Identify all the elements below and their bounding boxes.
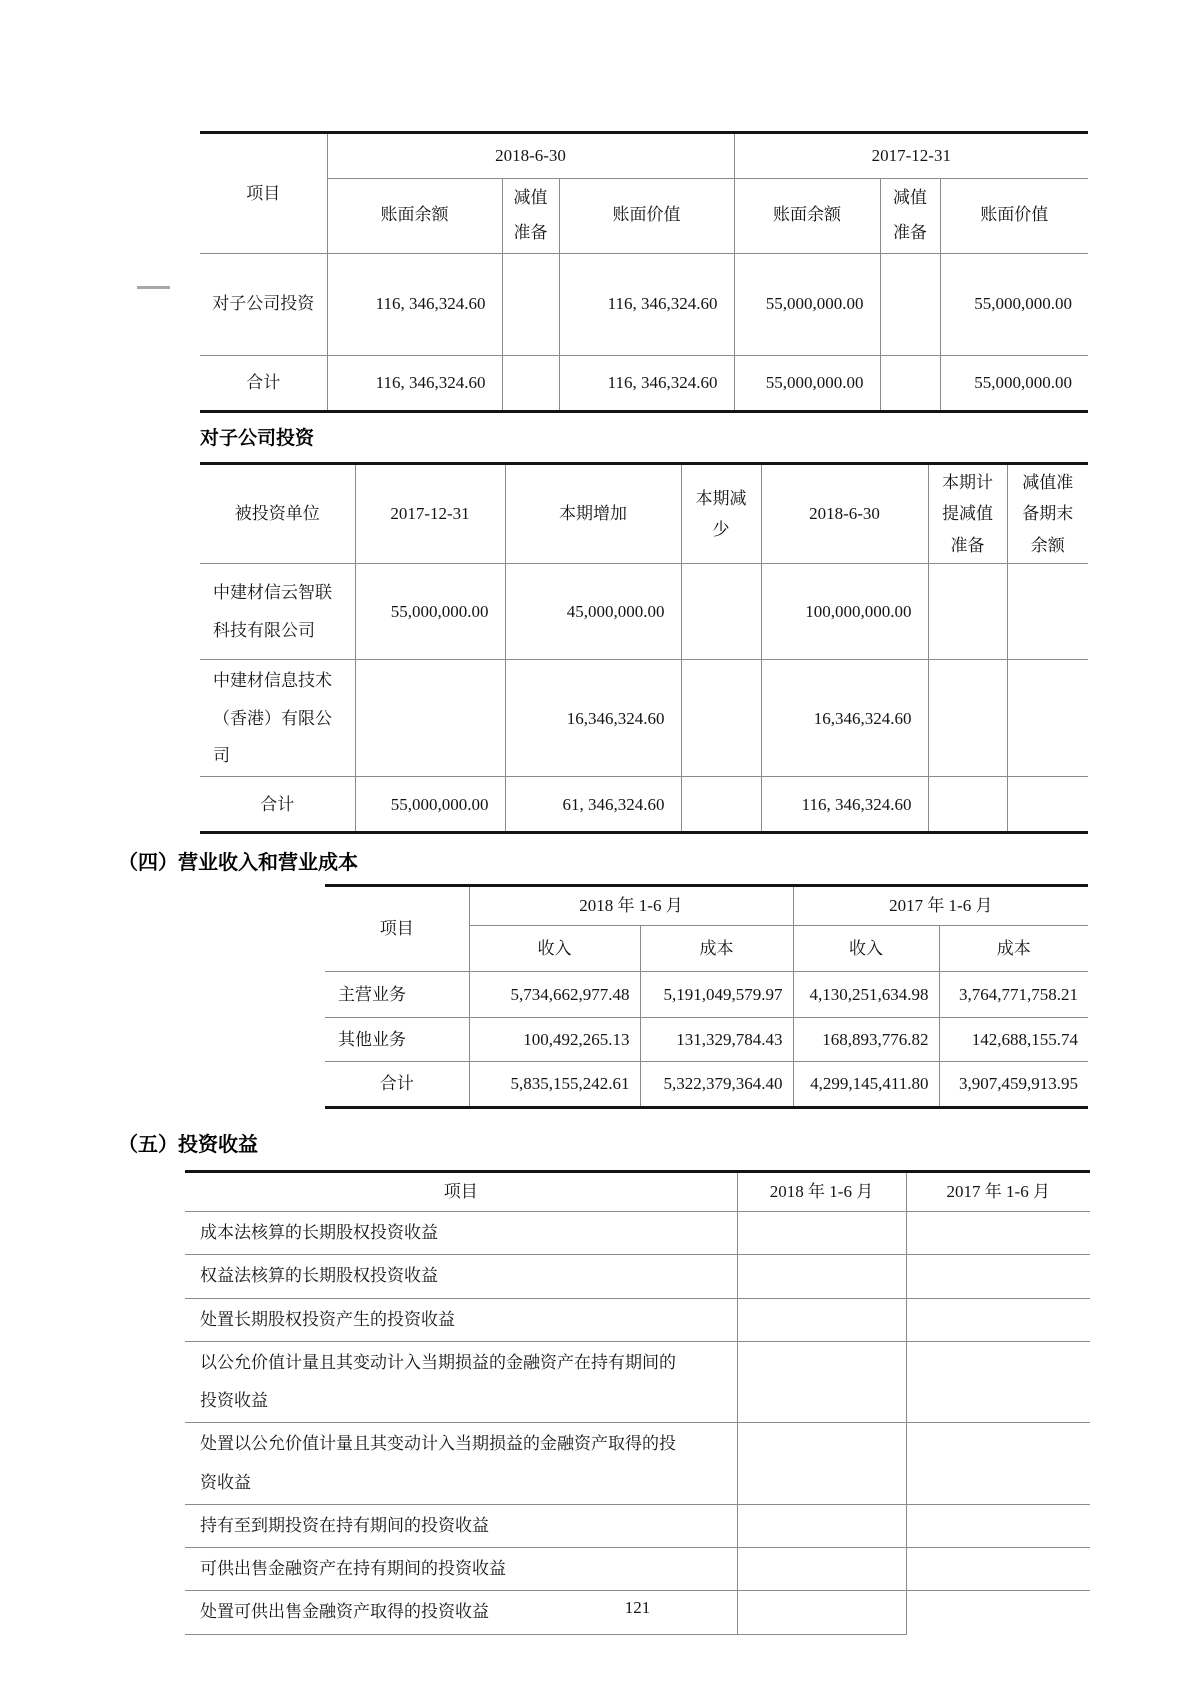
t1-total-label: 合计	[246, 372, 281, 392]
t4-subheader-cost-2018: 成本	[640, 926, 793, 972]
cell-empty	[737, 1341, 906, 1423]
cell-empty	[681, 564, 761, 660]
cell-empty	[1007, 660, 1088, 777]
cell: 142,688,155.74	[939, 1018, 1088, 1062]
t4-header-item: 项目	[325, 886, 469, 972]
cell: 116, 346,324.60	[327, 355, 502, 411]
cell: 55,000,000.00	[355, 777, 505, 833]
cell: 5,734,662,977.48	[469, 972, 640, 1018]
cell: 168,893,776.82	[793, 1018, 939, 1062]
t5-row-label: 处置以公允价值计量且其变动计入当期损益的金融资产取得的投资收益	[185, 1423, 737, 1505]
t5-row-label: 成本法核算的长期股权投资收益	[185, 1212, 737, 1255]
t5-row-label: 以公允价值计量且其变动计入当期损益的金融资产在持有期间的投资收益	[185, 1341, 737, 1423]
t1-subheader-bookvalue-2017: 账面价值	[940, 179, 1088, 254]
t2-row-company: 中建材信云智联科技有限公司	[200, 564, 355, 660]
cell-empty	[737, 1212, 906, 1255]
cell: 3,907,459,913.95	[939, 1062, 1088, 1108]
cell-empty	[502, 355, 559, 411]
t2-header-increase: 本期增加	[505, 464, 681, 564]
subsidiary-summary-table	[200, 131, 1088, 413]
cell: 5,322,379,364.40	[640, 1062, 793, 1108]
t5-row-label: 处置可供出售金融资产取得的投资收益	[185, 1591, 737, 1634]
cell: 45,000,000.00	[505, 564, 681, 660]
cell-empty	[1007, 777, 1088, 833]
cell-empty	[906, 1255, 1090, 1298]
cell-empty	[1007, 564, 1088, 660]
investment-income-table	[185, 1170, 1090, 1635]
t4-row-label: 主营业务	[325, 972, 469, 1018]
t4-row-label: 其他业务	[325, 1018, 469, 1062]
cell: 55,000,000.00	[734, 253, 880, 355]
t5-row-label: 可供出售金融资产在持有期间的投资收益	[185, 1548, 737, 1591]
t1-row-label: 对子公司投资	[200, 253, 327, 355]
t1-header-item: 项目	[200, 133, 327, 254]
cell: 16,346,324.60	[505, 660, 681, 777]
cell-empty	[737, 1504, 906, 1547]
t5-header-period-2018: 2018 年 1-6 月	[737, 1172, 906, 1212]
cell-empty	[681, 660, 761, 777]
cell-empty	[737, 1298, 906, 1341]
cell: 5,835,155,242.61	[469, 1062, 640, 1108]
t2-row-company: 中建材信息技术（香港）有限公司	[200, 660, 355, 777]
cell-empty	[880, 253, 940, 355]
cell: 4,130,251,634.98	[793, 972, 939, 1018]
t1-header-period-2018: 2018-6-30	[327, 133, 734, 179]
cell: 116, 346,324.60	[559, 253, 734, 355]
t2-total-label: 合计	[260, 794, 295, 814]
t1-header-period-2017: 2017-12-31	[734, 133, 1088, 179]
page-number: 121	[624, 1598, 651, 1617]
cell-empty	[906, 1423, 1090, 1505]
cell: 3,764,771,758.21	[939, 972, 1088, 1018]
t1-subheader-impairment-2017: 减值准备	[880, 179, 940, 254]
t5-row-label: 持有至到期投资在持有期间的投资收益	[185, 1504, 737, 1547]
t2-header-opening: 2017-12-31	[355, 464, 505, 564]
t1-subheader-bookvalue-2018: 账面价值	[559, 179, 734, 254]
t2-header-investee: 被投资单位	[200, 464, 355, 564]
revenue-cost-table	[325, 884, 1088, 1109]
cell: 61, 346,324.60	[505, 777, 681, 833]
cell: 131,329,784.43	[640, 1018, 793, 1062]
t5-header-item: 项目	[185, 1172, 737, 1212]
cell-empty	[737, 1255, 906, 1298]
cell-empty	[906, 1548, 1090, 1591]
t2-header-impairment-ending: 减值准备期末余额	[1007, 464, 1088, 564]
t4-total-label: 合计	[379, 1074, 414, 1094]
cell: 55,000,000.00	[940, 253, 1088, 355]
cell: 116, 346,324.60	[327, 253, 502, 355]
t4-subheader-revenue-2018: 收入	[469, 926, 640, 972]
t4-header-period-2017: 2017 年 1-6 月	[793, 886, 1088, 926]
cell: 116, 346,324.60	[761, 777, 928, 833]
cell-empty	[906, 1212, 1090, 1255]
cell-empty	[681, 777, 761, 833]
t5-header-period-2017: 2017 年 1-6 月	[906, 1172, 1090, 1212]
cell: 55,000,000.00	[940, 355, 1088, 411]
cell-empty	[906, 1341, 1090, 1423]
cell: 16,346,324.60	[761, 660, 928, 777]
cell-empty	[880, 355, 940, 411]
subsidiary-detail-heading: 对子公司投资	[200, 427, 315, 449]
cell-empty	[502, 253, 559, 355]
section-investment-income-title: （五）投资收益	[118, 1132, 258, 1156]
cell: 5,191,049,579.97	[640, 972, 793, 1018]
section-revenue-title: （四）营业收入和营业成本	[118, 850, 358, 874]
t4-header-period-2018: 2018 年 1-6 月	[469, 886, 793, 926]
t1-subheader-balance-2017: 账面余额	[734, 179, 880, 254]
cell: 4,299,145,411.80	[793, 1062, 939, 1108]
cell-empty	[906, 1298, 1090, 1341]
cell-empty	[928, 777, 1007, 833]
t1-subheader-impairment-2018: 减值准备	[502, 179, 559, 254]
margin-dash-mark	[137, 286, 170, 289]
cell: 100,492,265.13	[469, 1018, 640, 1062]
cell: 100,000,000.00	[761, 564, 928, 660]
cell-empty	[928, 660, 1007, 777]
cell: 55,000,000.00	[734, 355, 880, 411]
t1-subheader-balance-2018: 账面余额	[327, 179, 502, 254]
t2-header-impairment-provision: 本期计提减值准备	[928, 464, 1007, 564]
cell-empty	[737, 1548, 906, 1591]
cell-empty	[355, 660, 505, 777]
cell-empty	[737, 1423, 906, 1505]
cell-empty	[906, 1504, 1090, 1547]
t2-header-closing: 2018-6-30	[761, 464, 928, 564]
t5-row-label: 处置长期股权投资产生的投资收益	[185, 1298, 737, 1341]
t4-subheader-revenue-2017: 收入	[793, 926, 939, 972]
cell-empty	[928, 564, 1007, 660]
cell: 116, 346,324.60	[559, 355, 734, 411]
t2-header-decrease: 本期减少	[681, 464, 761, 564]
subsidiary-detail-table	[200, 462, 1088, 834]
t5-row-label: 权益法核算的长期股权投资收益	[185, 1255, 737, 1298]
cell: 55,000,000.00	[355, 564, 505, 660]
t4-subheader-cost-2017: 成本	[939, 926, 1088, 972]
